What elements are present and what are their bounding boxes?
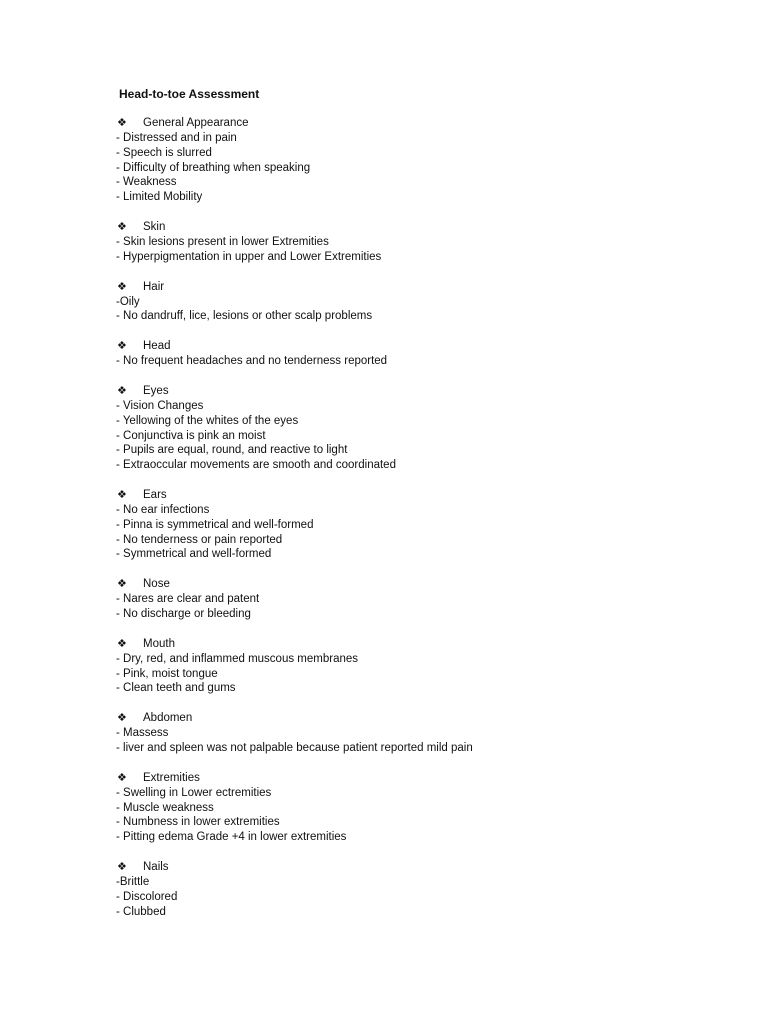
assessment-sections	[116, 116, 716, 919]
list-item: -Brittle	[116, 875, 150, 888]
document-title: Head-to-toe Assessment	[119, 87, 260, 101]
section-heading-label: General Appearance	[143, 117, 249, 129]
section-heading-label: Extremities	[143, 771, 200, 784]
four-diamond-bullet-icon: ❖	[117, 488, 127, 501]
four-diamond-bullet-icon: ❖	[117, 280, 127, 293]
section-heading	[116, 280, 716, 295]
section-eyes	[116, 384, 716, 473]
section-heading-label: Nose	[143, 578, 170, 591]
section-ears	[116, 488, 716, 562]
section-heading	[116, 220, 716, 235]
list-item: - Hyperpigmentation in upper and Lower Extremities	[116, 250, 382, 263]
section-heading-label: Skin	[143, 220, 166, 233]
section-general-appearance	[116, 116, 716, 205]
section-head	[116, 339, 716, 369]
list-item: - Extraoccular movements are smooth and coordinated	[116, 459, 396, 472]
list-item: - Conjunctiva is pink an moist	[116, 429, 266, 442]
section-heading	[116, 384, 716, 399]
list-item: - Weakness	[116, 176, 177, 189]
list-item: - Difficulty of breathing when speaking	[116, 161, 311, 174]
four-diamond-bullet-icon: ❖	[117, 384, 127, 397]
list-item: - Clubbed	[116, 905, 166, 918]
list-item: - Speech is slurred	[116, 146, 212, 159]
list-item: - Pupils are equal, round, and reactive to light	[116, 444, 348, 457]
list-item: -Oily	[116, 295, 140, 308]
list-item: - Pitting edema Grade +4 in lower extremities	[116, 831, 347, 844]
section-heading	[116, 488, 716, 503]
four-diamond-bullet-icon: ❖	[117, 860, 127, 873]
four-diamond-bullet-icon: ❖	[117, 578, 127, 591]
section-abdomen	[116, 711, 716, 756]
list-item: - Limited Mobility	[116, 191, 203, 204]
section-heading-label: Ears	[143, 488, 167, 501]
four-diamond-bullet-icon: ❖	[117, 220, 127, 233]
section-mouth	[116, 637, 716, 696]
list-item: - Clean teeth and gums	[116, 682, 236, 695]
section-nails	[116, 860, 716, 919]
section-heading	[116, 577, 716, 592]
list-item: - No tenderness or pain reported	[116, 533, 283, 546]
list-item: - No discharge or bleeding	[116, 607, 251, 620]
list-item: - Nares are clear and patent	[116, 593, 260, 606]
section-heading-label: Abdomen	[143, 712, 193, 725]
list-item: - Yellowing of the whites of the eyes	[116, 414, 299, 427]
document-page	[116, 86, 716, 934]
section-heading	[116, 771, 716, 786]
section-heading	[116, 339, 716, 354]
list-item: - Distressed and in pain	[116, 132, 237, 144]
section-nose	[116, 577, 716, 622]
list-item: - liver and spleen was not palpable because patient reported mild pain	[116, 741, 473, 754]
list-item: - Pinna is symmetrical and well-formed	[116, 518, 314, 531]
list-item: - No ear infections	[116, 503, 210, 516]
section-heading	[116, 116, 716, 131]
section-heading	[116, 711, 716, 726]
section-heading	[116, 860, 716, 875]
list-item: - Pink, moist tongue	[116, 667, 218, 680]
four-diamond-bullet-icon: ❖	[117, 771, 127, 784]
four-diamond-bullet-icon: ❖	[117, 637, 127, 650]
list-item: - No frequent headaches and no tenderness reported	[116, 355, 388, 368]
list-item: - Dry, red, and inflammed muscous membranes	[116, 652, 359, 665]
list-item: - Muscle weakness	[116, 801, 214, 814]
four-diamond-bullet-icon: ❖	[117, 712, 127, 725]
list-item: - Massess	[116, 727, 169, 740]
list-item: - Vision Changes	[116, 399, 204, 412]
list-item: - No dandruff, lice, lesions or other scalp problems	[116, 310, 373, 323]
four-diamond-bullet-icon: ❖	[117, 340, 127, 353]
section-heading	[116, 637, 716, 652]
section-hair	[116, 280, 716, 325]
section-skin	[116, 220, 716, 265]
section-heading-label: Nails	[143, 860, 169, 873]
section-heading-label: Eyes	[143, 384, 169, 397]
list-item: - Discolored	[116, 890, 178, 903]
section-extremities	[116, 771, 716, 845]
list-item: - Numbness in lower extremities	[116, 816, 280, 829]
list-item: - Skin lesions present in lower Extremities	[116, 235, 329, 248]
section-heading-label: Mouth	[143, 637, 175, 650]
list-item: - Swelling in Lower ectremities	[116, 786, 272, 799]
section-heading-label: Head	[143, 340, 171, 353]
four-diamond-bullet-icon: ❖	[117, 117, 127, 129]
list-item: - Symmetrical and well-formed	[116, 548, 272, 561]
section-heading-label: Hair	[143, 280, 165, 293]
